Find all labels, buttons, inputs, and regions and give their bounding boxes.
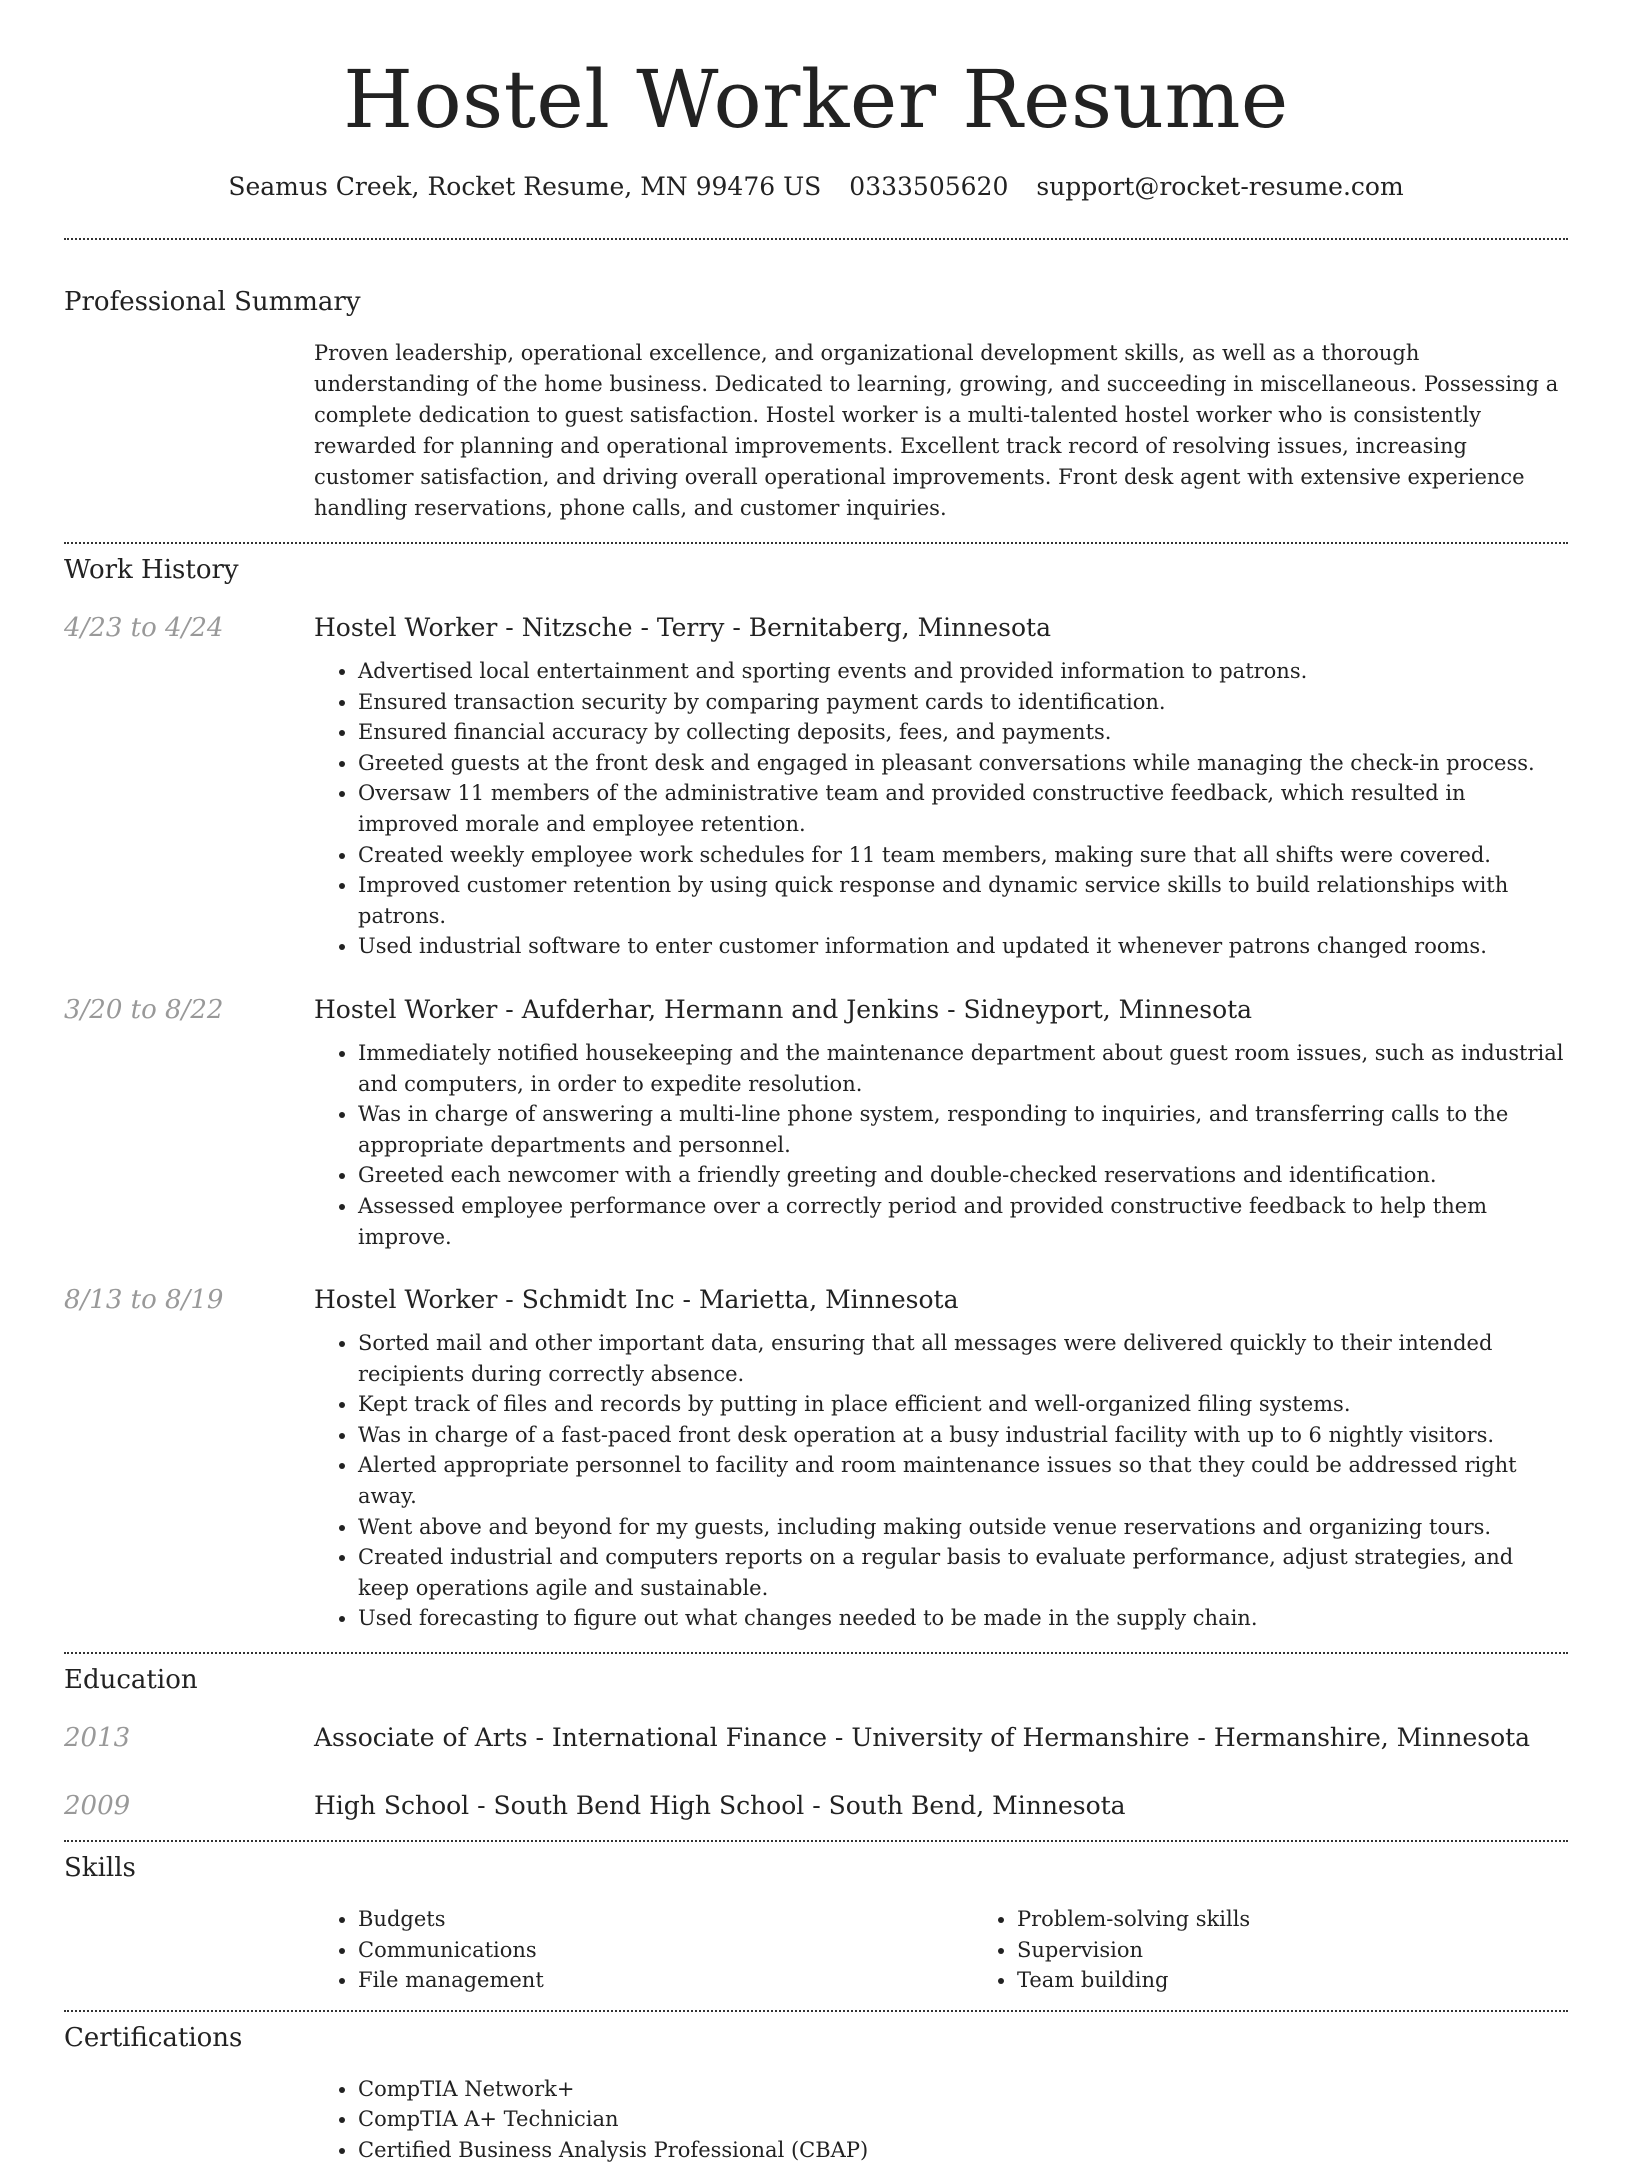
job-bullet: • Used industrial software to enter customer information and updated it whenever patrons changed rooms. xyxy=(358,931,1568,962)
job-bullet: • Created industrial and computers reports on a regular basis to evaluate performance, adjust strategies, and keep operations agile and sustainable. xyxy=(358,1542,1568,1603)
job-bullets xyxy=(314,1038,1568,1252)
job-bullet: • Was in charge of answering a multi-line phone system, responding to inquiries, and transferring calls to the appropriate departments and personnel. xyxy=(358,1099,1568,1160)
certifications-list xyxy=(314,2074,1568,2166)
job-details xyxy=(314,1282,1568,1634)
job-bullets xyxy=(314,1328,1568,1634)
job-details xyxy=(314,992,1568,1252)
skills-section xyxy=(0,1842,1632,1996)
job-title: Hostel Worker - Nitzsche - Terry - Bernitaberg, Minnesota xyxy=(314,613,1051,642)
certifications-left xyxy=(64,2074,314,2166)
job-title: Hostel Worker - Schmidt Inc - Marietta, Minnesota xyxy=(314,1285,959,1315)
resume-title: Hostel Worker Resume xyxy=(343,53,1289,146)
job-title: Hostel Worker - Aufderhar, Hermann and Jenkins - Sidneyport, Minnesota xyxy=(314,994,1253,1024)
certification-item: • CompTIA Network+ xyxy=(358,2074,1568,2105)
certification-item: • Certified Business Analysis Professional (CBAP) xyxy=(358,2135,1568,2166)
job-dates: 8/13 to 8/19 xyxy=(64,1285,224,1316)
job-bullet: • Sorted mail and other important data, ensuring that all messages were delivered quickly to their intended recipients during correctly absence. xyxy=(358,1328,1568,1389)
skill-item: • Team building xyxy=(1017,1965,1632,1996)
job-bullet: • Alerted appropriate personnel to facility and room maintenance issues so that they could be addressed right away. xyxy=(358,1450,1568,1511)
skills-list-right xyxy=(973,1904,1632,1996)
certification-item: • CompTIA A+ Technician xyxy=(358,2104,1568,2135)
job-entry xyxy=(64,992,1568,1252)
section-title-summary: Professional Summary xyxy=(64,287,361,317)
certifications-details xyxy=(314,2074,1568,2166)
education-text: Associate of Arts - International Finance - University of Hermanshire - Hermanshire, Minnesota xyxy=(314,1723,1531,1753)
job-bullet: • Advertised local entertainment and sporting events and provided information to patrons. xyxy=(358,656,1568,687)
certifications-row xyxy=(64,2074,1568,2166)
skill-item: • Problem-solving skills xyxy=(1017,1904,1632,1935)
education-section xyxy=(0,1654,1632,1824)
job-bullet: • Ensured financial accuracy by collecting deposits, fees, and payments. xyxy=(358,717,1568,748)
job-bullets xyxy=(314,656,1568,962)
skill-item: • Supervision xyxy=(1017,1935,1632,1966)
skills-left xyxy=(64,1904,314,1996)
work-section xyxy=(0,544,1632,1634)
education-text: High School - South Bend High School - South Bend, Minnesota xyxy=(314,1791,1126,1821)
summary-left xyxy=(64,338,314,524)
job-entry xyxy=(64,1282,1568,1634)
contact-line xyxy=(0,170,1632,204)
job-bullet: • Went above and beyond for my guests, including making outside venue reservations and organizing tours. xyxy=(358,1512,1568,1543)
job-dates: 4/23 to 4/24 xyxy=(64,613,224,643)
section-title-skills: Skills xyxy=(64,1853,136,1884)
job-details xyxy=(314,610,1568,962)
education-entry xyxy=(64,1720,1568,1756)
contact-phone: 0333505620 xyxy=(849,172,1009,201)
job-bullet: • Immediately notified housekeeping and the maintenance department about guest room issues, such as industrial and computers, in order to expedite resolution. xyxy=(358,1038,1568,1099)
summary-row xyxy=(64,338,1568,524)
skill-item: • File management xyxy=(358,1965,973,1996)
education-year: 2009 xyxy=(64,1791,131,1822)
section-title-certifications: Certifications xyxy=(64,2022,243,2053)
skill-item: • Communications xyxy=(358,1935,973,1966)
section-title-education: Education xyxy=(64,1665,198,1696)
certifications-section xyxy=(0,2012,1632,2166)
skills-columns xyxy=(314,1904,1632,1996)
summary-text: Proven leadership, operational excellence, and organizational development skills, as well as a thorough understanding of the home business. Dedicated to learning, growing, and succeeding in miscellaneous. Possessing a complete dedication to guest satisfaction. Hostel worker is a multi-talented hostel worker who is consistently rewarded for planning and operational improvements. Excellent track record of resolving issues, increasing customer satisfaction, and driving overall operational improvements. Front desk agent with extensive experience handling reservations, phone calls, and customer inquiries. xyxy=(314,341,1559,520)
job-bullet: • Greeted each newcomer with a friendly greeting and double-checked reservations and identification. xyxy=(358,1160,1568,1191)
job-bullet: • Greeted guests at the front desk and engaged in pleasant conversations while managing the check-in process. xyxy=(358,748,1568,779)
job-bullet: • Oversaw 11 members of the administrative team and provided constructive feedback, which resulted in improved morale and employee retention. xyxy=(358,778,1568,839)
job-bullet: • Used forecasting to figure out what changes needed to be made in the supply chain. xyxy=(358,1603,1568,1634)
job-entry xyxy=(64,610,1568,962)
resume-header xyxy=(0,0,1632,204)
skill-item: • Budgets xyxy=(358,1904,973,1935)
job-bullet: • Ensured transaction security by comparing payment cards to identification. xyxy=(358,687,1568,718)
contact-email: support@rocket-resume.com xyxy=(1036,172,1404,201)
section-title-work: Work History xyxy=(64,555,239,585)
education-entry xyxy=(64,1788,1568,1824)
job-bullet: • Improved customer retention by using quick response and dynamic service skills to build relationships with patrons. xyxy=(358,870,1568,931)
summary-section xyxy=(0,240,1632,524)
skills-list-left xyxy=(314,1904,973,1996)
job-dates: 3/20 to 8/22 xyxy=(64,994,224,1025)
job-bullet: • Assessed employee performance over a correctly period and provided constructive feedback to help them improve. xyxy=(358,1191,1568,1252)
contact-address: Seamus Creek, Rocket Resume, MN 99476 US xyxy=(228,172,822,201)
skills-row xyxy=(64,1904,1568,1996)
education-year: 2013 xyxy=(64,1723,131,1754)
job-bullet: • Was in charge of a fast-paced front desk operation at a busy industrial facility with up to 6 nightly visitors. xyxy=(358,1420,1568,1451)
job-bullet: • Created weekly employee work schedules for 11 team members, making sure that all shifts were covered. xyxy=(358,840,1568,871)
job-bullet: • Kept track of files and records by putting in place efficient and well-organized filing systems. xyxy=(358,1389,1568,1420)
